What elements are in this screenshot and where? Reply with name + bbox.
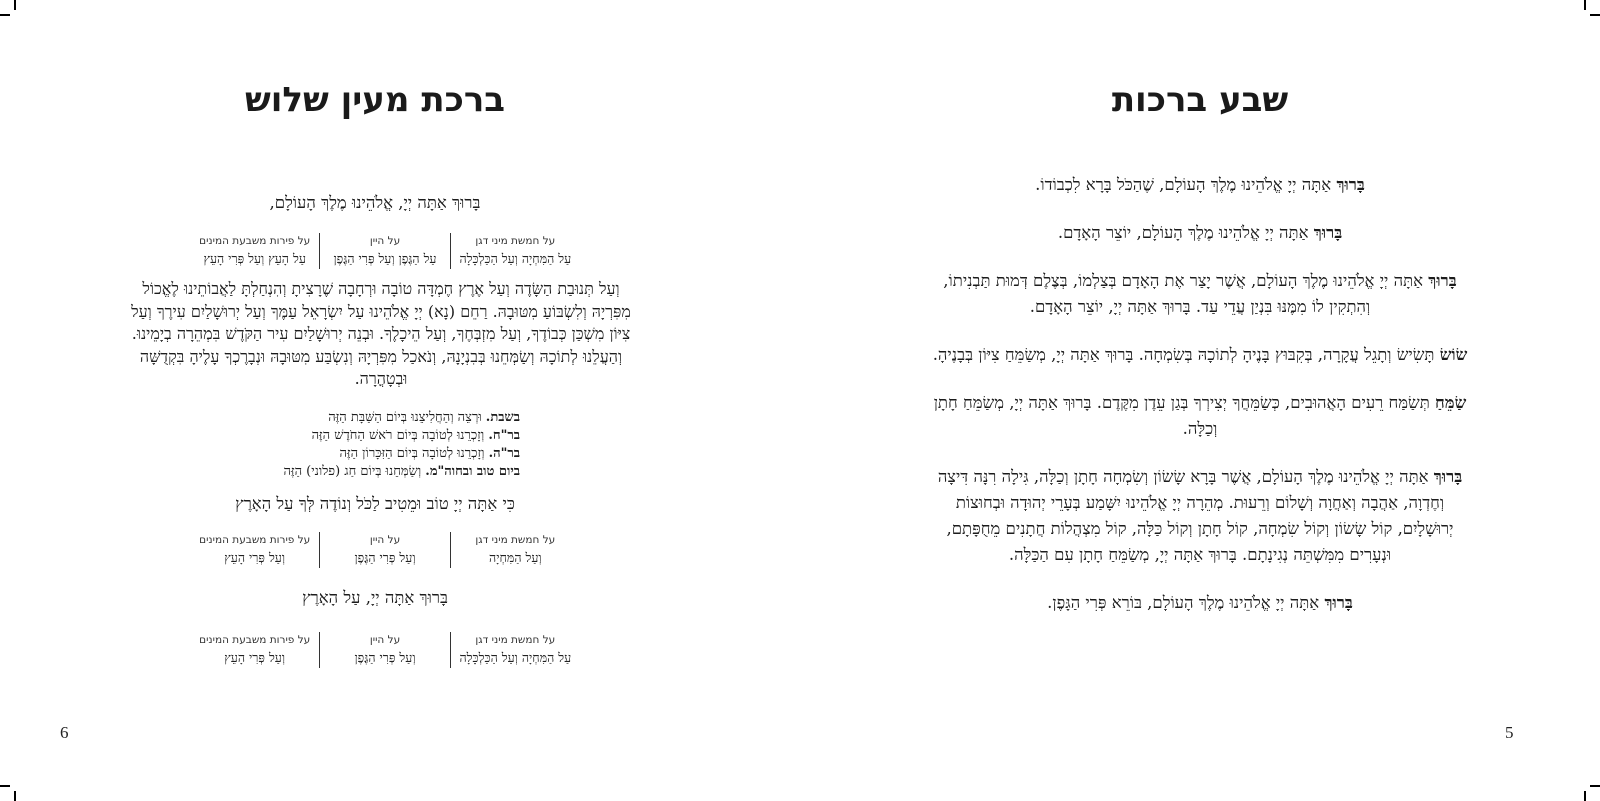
blessing bbox=[930, 390, 1470, 442]
blessing-text: אַתָּה יְיָ אֱלֹהֵינוּ מֶלֶךְ הָעוֹלָם, אֲשֶׁר בָּרָא שָׂשׂוֹן וְשִׂמְחָה חָתָן וְכַלָּה, גִּילָה רִנָּה דִּיצָה וְחֶדְוָה, אַהֲבָה וְאַחֲוָה וְשָׁלוֹם וְרֵעוּת. מְהֵרָה יְיָ אֱלֹהֵינוּ יִשָּׁמַע בְּעָרֵי יְהוּדָה וּבְחוּצוֹת יְרוּשָׁלָיִם, קוֹל שָׂשׂוֹן וְקוֹל שִׂמְחָה, קוֹל חָתָן וְקוֹל כַּלָּה, קוֹל מִצְהֲלוֹת חֲתָנִים מֵחֻפָּתָם, וּנְעָרִים מִמִּשְׁתֵּה נְגִינָתָם. בָּרוּךְ אַתָּה יְיָ, מְשַׂמֵּחַ חָתָן עִם הַכַּלָּה. bbox=[937, 467, 1454, 564]
blessing-first-word: שַׂמֵּחַ bbox=[1435, 393, 1467, 412]
crop-mark bbox=[0, 785, 10, 787]
option-text: וְעַל הַמִּחְיָה bbox=[489, 550, 542, 565]
blessing-text: אַתָּה יְיָ אֱלֹהֵינוּ מֶלֶךְ הָעוֹלָם, אֲשֶׁר יָצַר אֶת הָאָדָם בְּצַלְמוֹ, בְּצֶלֶם דְּמוּת תַּבְנִיתוֹ, וְהִתְקִין לוֹ מִמֶּנּוּ בִּנְיַן עֲדֵי עַד. בָּרוּךְ אַתָּה יְיָ, יוֹצֵר הָאָדָם. bbox=[943, 271, 1429, 316]
blessing-first-word: בָּרוּךְ bbox=[1324, 593, 1353, 612]
blessing-first-word: בָּרוּךְ bbox=[1336, 175, 1365, 194]
option-column bbox=[451, 632, 580, 668]
options-row bbox=[190, 532, 580, 568]
special-day-line bbox=[290, 445, 520, 463]
blessing bbox=[930, 220, 1470, 246]
option-heading: על חמשת מיני דגן bbox=[475, 235, 556, 247]
blessing-text: תָּשִׂישׂ וְתָגֵל עֲקָרָה, בְּקִבּוּץ בָּנֶיהָ לְתוֹכָהּ בְּשִׂמְחָה. בָּרוּךְ אַתָּה יְיָ, מְשַׂמֵּחַ צִיּוֹן בְּבָנֶיהָ. bbox=[932, 345, 1440, 364]
option-heading: על היין bbox=[369, 235, 401, 247]
special-day-text: וְזָכְרֵנוּ לְטוֹבָה בְּיוֹם רֹאשׁ הַחֹדֶשׁ הַזֶּה bbox=[311, 428, 489, 443]
blessing bbox=[930, 590, 1470, 616]
main-paragraph: וְעַל תְּנוּבַת הַשָּׂדֶה וְעַל אֶרֶץ חֶמְדָּה טוֹבָה וּרְחָבָה שֶׁרָצִיתָ וְהִנְחַלְתָּ לַאֲבוֹתֵינוּ לֶאֱכוֹל מִפִּרְיָהּ וְלִשְׂבּוֹעַ מִטּוּבָהּ. רַחֵם (נָא) יְיָ אֱלֹהֵינוּ עַל יִשְׂרָאֵל עַמֶּךָ וְעַל יְרוּשָׁלַיִם עִירֶךָ וְעַל צִיּוֹן מִשְׁכַּן כְּבוֹדֶךָ, וְעַל מִזְבְּחֶךָ, וְעַל הֵיכָלֶךָ. וּבְנֵה יְרוּשָׁלַיִם עִיר הַקֹּדֶשׁ בִּמְהֵרָה בְיָמֵינוּ. וְהַעֲלֵנוּ לְתוֹכָהּ וְשַׂמְּחֵנוּ בְּבִנְיָנָהּ, וְנֹאכַל מִפִּרְיָהּ וְנִשְׂבַּע מִטּוּבָהּ וּנְבָרֶכְךָ עָלֶיהָ בִּקְדֻשָּׁה וּבְטָהֳרָה. bbox=[131, 279, 631, 388]
blessing-first-word: בָּרוּךְ bbox=[1428, 271, 1457, 290]
special-day-line bbox=[290, 409, 520, 427]
special-days-list bbox=[283, 409, 520, 481]
special-day-label: בשבת. bbox=[485, 410, 520, 425]
option-text: עַל הַמִּחְיָה וְעַל הַכַּלְכָּלָה bbox=[459, 251, 572, 266]
option-column bbox=[451, 532, 580, 568]
option-column bbox=[451, 233, 580, 269]
crop-mark bbox=[0, 14, 10, 16]
option-heading: על פירות משבעת המינים bbox=[199, 634, 311, 646]
blessing-first-word: שׂוֹשׂ bbox=[1439, 345, 1468, 364]
option-heading: על פירות משבעת המינים bbox=[199, 534, 311, 546]
option-heading: על פירות משבעת המינים bbox=[199, 235, 311, 247]
blessing-text: תְּשַׂמַּח רֵעִים הָאֲהוּבִים, כְּשַׂמֵּחֲךָ יְצִירְךָ בְּגַן עֵדֶן מִקֶּדֶם. בָּרוּךְ אַתָּה יְיָ, מְשַׂמֵּחַ חָתָן וְכַלָּה. bbox=[933, 393, 1436, 438]
crop-mark bbox=[1590, 14, 1600, 16]
option-heading: על חמשת מיני דגן bbox=[475, 634, 556, 646]
special-day-line bbox=[283, 463, 520, 481]
option-column bbox=[320, 632, 450, 668]
options-row bbox=[190, 233, 580, 269]
blessing-text: אַתָּה יְיָ אֱלֹהֵינוּ מֶלֶךְ הָעוֹלָם, יוֹצֵר הָאָדָם. bbox=[1057, 223, 1314, 242]
special-day-text: וְשַׂמְּחֵנוּ בְּיוֹם חַג (פלוני) הַזֶּה bbox=[283, 464, 426, 479]
special-day-label: ביום טוב ובחוה"מ. bbox=[425, 464, 520, 479]
option-text: וְעַל פְּרִי הָעֵץ bbox=[224, 550, 286, 565]
option-text: עַל הַמִּחְיָה וְעַל הַכַּלְכָּלָה bbox=[459, 650, 572, 665]
option-text: עַל הַגֶּפֶן וְעַל פְּרִי הַגֶּפֶן bbox=[333, 251, 437, 266]
option-heading: על חמשת מיני דגן bbox=[475, 534, 556, 546]
special-day-line bbox=[290, 427, 520, 445]
page-number: 5 bbox=[1505, 723, 1514, 742]
baruch-land-line: בָּרוּךְ אַתָּה יְיָ, עַל הָאָרֶץ bbox=[302, 588, 448, 607]
special-day-label: בר"ח. bbox=[488, 428, 520, 443]
blessing bbox=[930, 342, 1470, 368]
blessings-list bbox=[930, 172, 1470, 638]
page-title: ברכת מעין שלוש bbox=[244, 80, 506, 120]
blessing bbox=[930, 464, 1470, 568]
option-text: וְעַל פְּרִי הַגֶּפֶן bbox=[354, 550, 416, 565]
crop-mark bbox=[14, 0, 16, 10]
blessing bbox=[930, 172, 1470, 198]
crop-mark bbox=[1590, 785, 1600, 787]
blessing-first-word: בָּרוּךְ bbox=[1433, 467, 1463, 486]
special-day-label: בר"ה. bbox=[488, 446, 520, 461]
option-column bbox=[190, 532, 320, 568]
crop-mark bbox=[1584, 791, 1586, 801]
blessing-text: אַתָּה יְיָ אֱלֹהֵינוּ מֶלֶךְ הָעוֹלָם, שֶׁהַכֹּל בָּרָא לִכְבוֹדוֹ. bbox=[1035, 175, 1337, 194]
opening-line: בָּרוּךְ אַתָּה יְיָ, אֱלֹהֵינוּ מֶלֶךְ הָעוֹלָם, bbox=[269, 193, 481, 212]
option-column bbox=[320, 233, 450, 269]
crop-mark bbox=[14, 791, 16, 801]
option-column bbox=[190, 632, 320, 668]
option-text: עַל הָעֵץ וְעַל פְּרִי הָעֵץ bbox=[203, 251, 306, 266]
right-page bbox=[930, 0, 1470, 801]
option-column bbox=[320, 532, 450, 568]
blessing-text: אַתָּה יְיָ אֱלֹהֵינוּ מֶלֶךְ הָעוֹלָם, בּוֹרֵא פְּרִי הַגָּפֶן. bbox=[1047, 593, 1325, 612]
page-title: שבע ברכות bbox=[1111, 80, 1289, 120]
option-heading: על היין bbox=[369, 634, 401, 646]
option-heading: על היין bbox=[369, 534, 401, 546]
options-row bbox=[190, 632, 580, 668]
option-text: וְעַל פְּרִי הַגֶּפֶן bbox=[354, 650, 416, 665]
blessing-first-word: בָּרוּךְ bbox=[1313, 223, 1343, 242]
left-page bbox=[110, 0, 640, 801]
kee-line: כִּי אַתָּה יְיָ טוֹב וּמֵטִיב לַכֹּל וְנוֹדֶה לְּךָ עַל הָאָרֶץ bbox=[235, 494, 515, 513]
blessing bbox=[930, 268, 1470, 320]
option-text: וְעַל פְּרִי הָעֵץ bbox=[224, 650, 286, 665]
special-day-text: וּרְצֵה וְהַחֲלִיצֵנוּ בְּיוֹם הַשַּׁבָּת הַזֶּה bbox=[328, 410, 486, 425]
page-number: 6 bbox=[60, 723, 69, 742]
crop-mark bbox=[1584, 0, 1586, 10]
option-column bbox=[190, 233, 320, 269]
special-day-text: וְזָכְרֵנוּ לְטוֹבָה בְּיוֹם הַזִּכָּרוֹן הַזֶּה bbox=[339, 446, 489, 461]
